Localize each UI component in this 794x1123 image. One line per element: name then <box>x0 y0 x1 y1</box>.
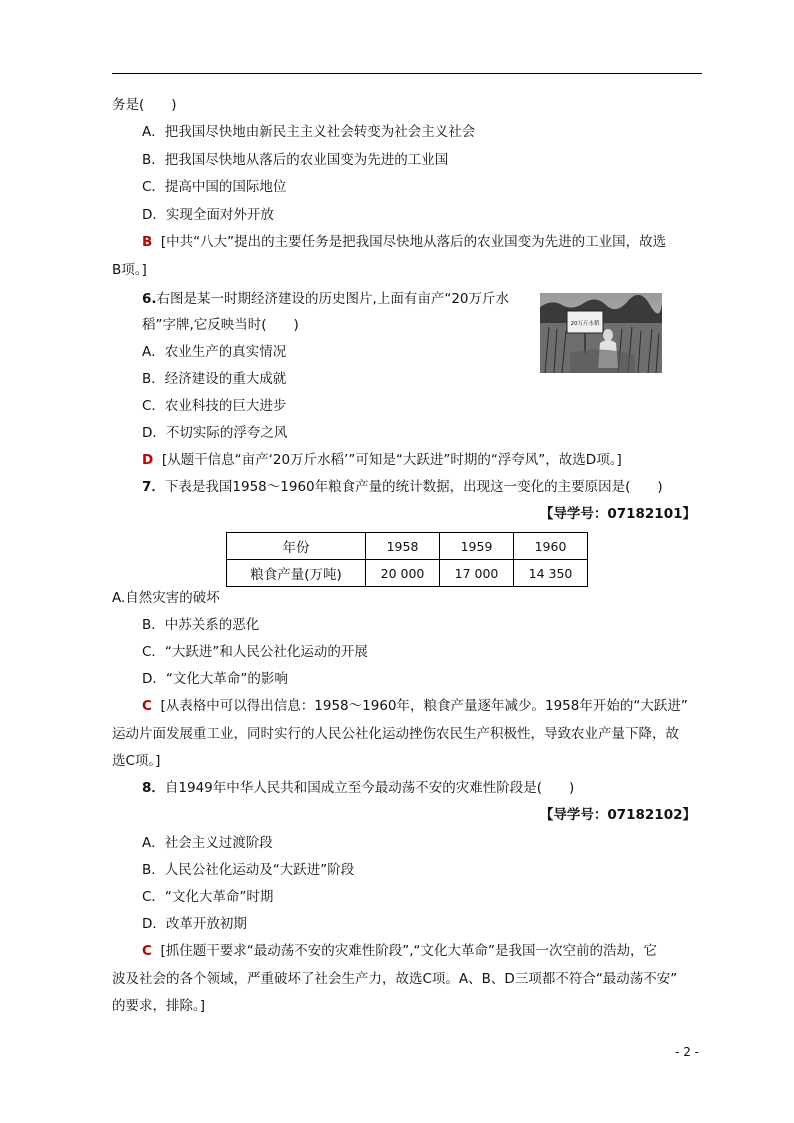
q7-explanation-line-1: C [从表格中可以得出信息：1958～1960年，粮食产量逐年减少。1958年开始的“大跃进” <box>142 698 688 714</box>
q8-option-c: C．“文化大革命”时期 <box>142 889 274 905</box>
q5-explanation-line-2: B项。] <box>112 262 147 278</box>
historical-rice-field-photo <box>540 293 662 373</box>
q7-option-c: C．“大跃进”和人民公社化运动的开展 <box>142 644 368 660</box>
table-row <box>227 560 588 587</box>
q8-option-a: A．社会主义过渡阶段 <box>142 835 273 851</box>
q6-option-c: C．农业科技的巨大进步 <box>142 398 287 414</box>
q6-stem-line-1: 6.右图是某一时期经济建设的历史图片,上面有亩产“20万斤水 <box>142 291 509 307</box>
q8-option-d: D．改革开放初期 <box>142 916 247 932</box>
q7-guide-number: 【导学号：07182101】 <box>539 506 696 522</box>
q5-explanation-line-1: B [中共“八大”提出的主要任务是把我国尽快地从落后的农业国变为先进的工业国，故选 <box>142 234 667 250</box>
q8-answer: C <box>142 943 152 959</box>
q7-option-b: B．中苏关系的恶化 <box>142 617 260 633</box>
q8-guide-number: 【导学号：07182102】 <box>539 807 696 823</box>
q7-stem: 7．下表是我国1958～1960年粮食产量的统计数据，出现这一变化的主要原因是( ) <box>142 479 663 495</box>
table-row <box>227 533 588 560</box>
q7-option-d: D．“文化大革命”的影响 <box>142 671 288 687</box>
q5-option-a: A．把我国尽快地由新民主主义社会转变为社会主义社会 <box>142 124 476 140</box>
q5-stem: 务是( ) <box>112 97 177 113</box>
photo-sign-text: 20万斤水稻 <box>570 321 600 327</box>
grain-production-table <box>226 532 588 587</box>
table-cell-output: 14 350 <box>514 560 588 587</box>
q7-answer: C <box>142 698 152 714</box>
q6-explanation-line-1: D [从题干信息“亩产‘20万斤水稻’”可知是“大跃进”时期的“浮夸风”，故选D项。] <box>142 452 622 468</box>
q7-explanation-line-3: 选C项。] <box>112 753 161 769</box>
q8-stem: 8．自1949年中华人民共和国成立至今最动荡不安的灾难性阶段是( ) <box>142 780 575 796</box>
table-header-output: 粮食产量(万吨) <box>227 560 366 587</box>
header-rule <box>112 73 702 74</box>
q8-explanation-line-2: 波及社会的各个领域，严重破坏了社会生产力，故选C项。A、B、D三项都不符合“最动荡不安” <box>112 971 678 987</box>
table-cell-year: 1959 <box>440 533 514 560</box>
q8-option-b: B．人民公社化运动及“大跃进”阶段 <box>142 862 355 878</box>
q5-option-b: B．把我国尽快地从落后的农业国变为先进的工业国 <box>142 152 449 168</box>
q7-explanation-line-2: 运动片面发展重工业，同时实行的人民公社化运动挫伤农民生产积极性，导致农业产量下降，故 <box>112 726 679 742</box>
q5-option-c: C．提高中国的国际地位 <box>142 179 287 195</box>
q5-option-d: D．实现全面对外开放 <box>142 207 274 223</box>
q6-option-b: B．经济建设的重大成就 <box>142 371 287 387</box>
q7-option-a: A.自然灾害的破坏 <box>112 590 220 606</box>
q5-answer: B <box>142 234 153 250</box>
table-header-year: 年份 <box>227 533 366 560</box>
q8-explanation-line-1: C [抓住题干要求“最动荡不安的灾难性阶段”,“文化大革命”是我国一次空前的浩劫，它 <box>142 943 658 959</box>
q6-answer: D <box>142 452 154 468</box>
q8-explanation-line-3: 的要求，排除。] <box>112 998 206 1014</box>
q6-option-a: A．农业生产的真实情况 <box>142 344 287 360</box>
q6-stem-line-2: 稻”字牌,它反映当时( ) <box>142 317 299 333</box>
page-number: - 2 - <box>675 1045 699 1059</box>
table-cell-year: 1958 <box>366 533 440 560</box>
table-cell-year: 1960 <box>514 533 588 560</box>
table-cell-output: 17 000 <box>440 560 514 587</box>
q6-option-d: D．不切实际的浮夸之风 <box>142 425 288 441</box>
table-cell-output: 20 000 <box>366 560 440 587</box>
